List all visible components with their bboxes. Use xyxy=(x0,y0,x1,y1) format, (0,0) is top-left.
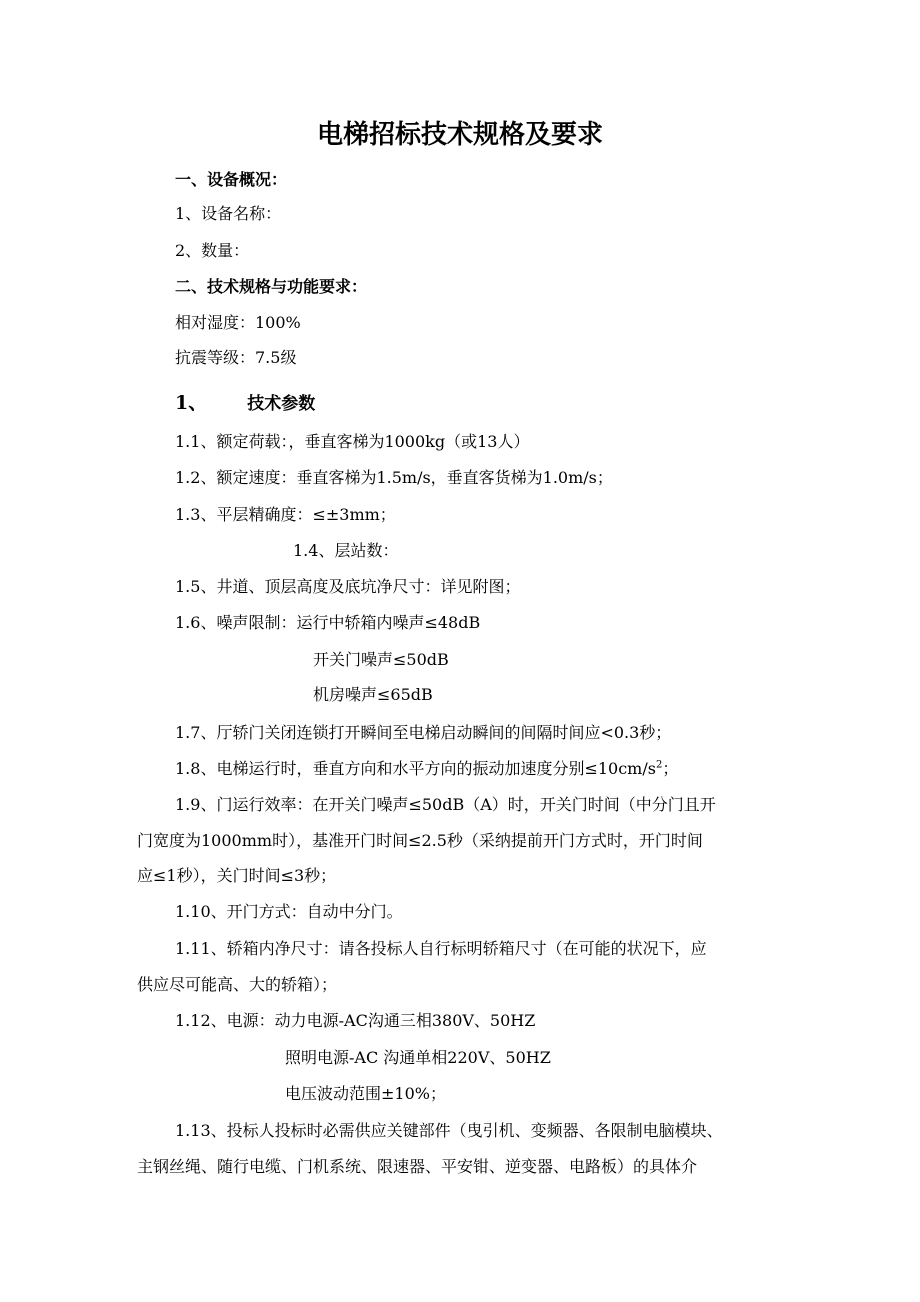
item-1-12: 1.12、电源：动力电源-AC沟通三相380V、50HZ xyxy=(175,1011,536,1030)
item-1-12-lighting: 照明电源-AC 沟通单相220V、50HZ xyxy=(285,1048,551,1067)
item-1-9-cont-2: 应≤1秒），关门时间≤3秒； xyxy=(137,866,337,885)
item-1-8-text: 1.8、电梯运行时，垂直方向和水平方向的振动加速度分别≤10cm/s xyxy=(175,759,656,778)
item-1-2: 1.2、额定速度：垂直客梯为1.5m/s，垂直客货梯为1.0m/s； xyxy=(175,468,613,487)
item-1-11-cont: 供应尽可能高、大的轿箱）； xyxy=(137,975,338,994)
item-1-6-door-noise: 开关门噪声≤50dB xyxy=(313,650,449,669)
item-1-9-cont-1: 门宽度为1000mm时），基准开门时间≤2.5秒（采纳提前开门方式时，开门时间 xyxy=(137,831,703,850)
item-1-6-machine-room-noise: 机房噪声≤65dB xyxy=(313,685,433,704)
item-1-13: 1.13、投标人投标时必需供应关键部件（曳引机、变频器、各限制电脑模块、 xyxy=(175,1121,723,1140)
item-1-6: 1.6、噪声限制：运行中轿箱内噪声≤48dB xyxy=(175,613,481,632)
heading-equipment-overview: 一、设备概况： xyxy=(175,170,288,189)
item-1-7: 1.7、厅轿门关闭连锁打开瞬间至电梯启动瞬间的间隔时间应<0.3秒； xyxy=(175,723,672,742)
item-1-5: 1.5、井道、顶层高度及底坑净尺寸：详见附图； xyxy=(175,577,521,596)
item-1-8 xyxy=(175,759,678,779)
item-1-1: 1.1、额定荷载：，垂直客梯为1000kg（或13人） xyxy=(175,432,530,451)
superscript: 2 xyxy=(655,759,663,771)
section-number: 1、 xyxy=(175,392,208,414)
item-1-9: 1.9、门运行效率：在开关门噪声≤50dB（A）时，开关门时间（中分门且开 xyxy=(175,795,716,814)
document-title: 电梯招标技术规格及要求 xyxy=(316,120,603,150)
item-1-11: 1.11、轿箱内净尺寸：请各投标人自行标明轿箱尺寸（在可能的状况下，应 xyxy=(175,939,707,958)
heading-tech-specs: 二、技术规格与功能要求： xyxy=(175,277,368,296)
item-1-13-cont: 主钢丝绳、随行电缆、门机系统、限速器、平安钳、逆变器、电路板）的具体介 xyxy=(137,1157,698,1176)
item-1-12-voltage: 电压波动范围±10%； xyxy=(285,1084,446,1103)
heading-tech-parameters xyxy=(175,393,315,414)
item-1-3: 1.3、平层精确度：≤±3mm； xyxy=(175,505,396,524)
equipment-name: 1、设备名称： xyxy=(175,204,282,223)
section-label: 技术参数 xyxy=(247,394,316,414)
item-1-8-tail: ； xyxy=(662,759,679,778)
relative-humidity: 相对湿度：100% xyxy=(175,313,301,332)
seismic-grade: 抗震等级：7.5级 xyxy=(175,348,297,367)
item-1-10: 1.10、开门方式：自动中分门。 xyxy=(175,902,403,921)
item-1-4: 1.4、层站数： xyxy=(293,541,399,560)
quantity: 2、数量： xyxy=(175,241,250,260)
